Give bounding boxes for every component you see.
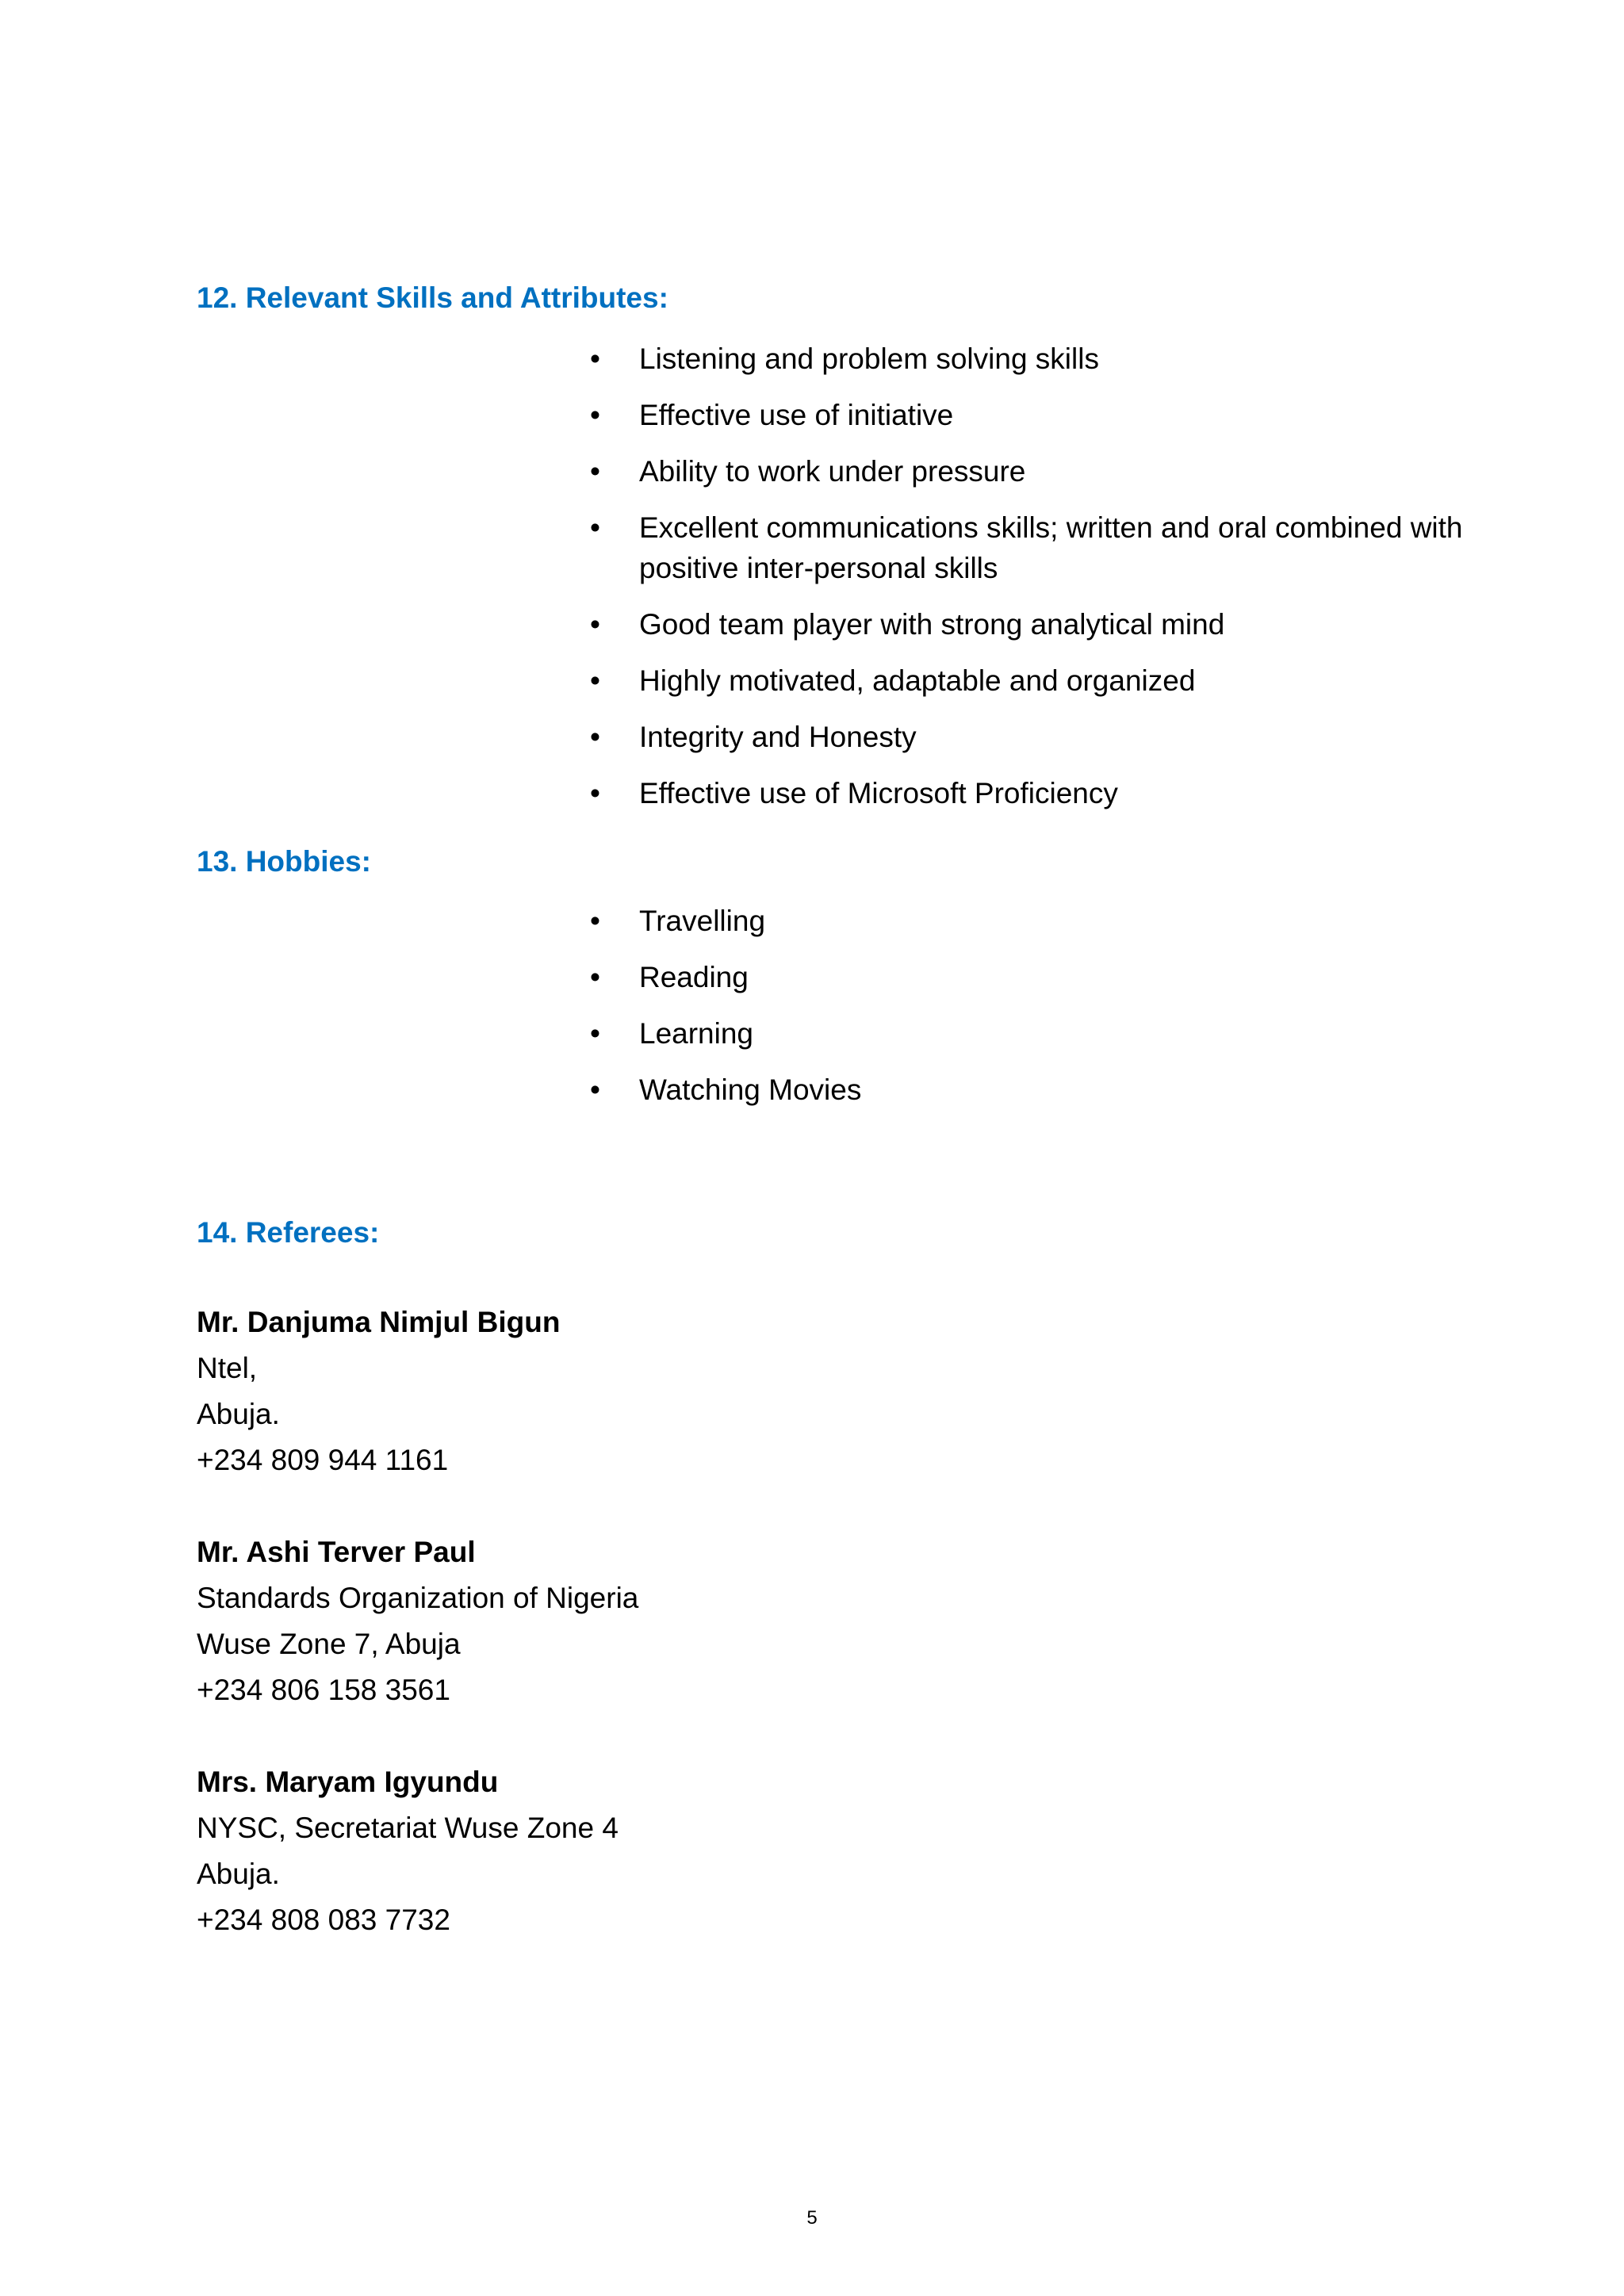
list-item <box>590 901 1502 941</box>
page-number: 5 <box>806 2207 818 2229</box>
list-item <box>590 1013 1502 1054</box>
hobbies-heading: 13. Hobbies: <box>197 845 371 878</box>
bullet-icon: • <box>590 511 600 544</box>
skills-list <box>590 339 1502 829</box>
skills-heading: 12. Relevant Skills and Attributes: <box>197 281 668 314</box>
referee-phone: +234 806 158 3561 <box>197 1674 450 1706</box>
list-item <box>590 660 1502 701</box>
referee-address: Wuse Zone 7, Abuja <box>197 1628 461 1660</box>
list-item <box>590 604 1502 645</box>
referee-address: Abuja. <box>197 1858 280 1890</box>
bullet-icon: • <box>590 664 600 697</box>
referee-name: Mr. Ashi Terver Paul <box>197 1536 476 1568</box>
list-item <box>590 957 1502 997</box>
list-item <box>590 339 1502 379</box>
hobbies-list <box>590 901 1502 1126</box>
bullet-icon: • <box>590 777 600 809</box>
bullet-icon: • <box>590 455 600 488</box>
list-item <box>590 451 1502 492</box>
list-item <box>590 1070 1502 1110</box>
referee-entry <box>197 1759 619 1943</box>
skill-text: Effective use of initiative <box>639 399 954 431</box>
bullet-icon: • <box>590 608 600 641</box>
skill-text: Good team player with strong analytical mind <box>639 608 1225 641</box>
referee-phone: +234 809 944 1161 <box>197 1444 449 1476</box>
referee-name: Mr. Danjuma Nimjul Bigun <box>197 1306 561 1338</box>
referee-organization: Standards Organization of Nigeria <box>197 1582 639 1614</box>
referee-entry <box>197 1299 560 1483</box>
skill-text: Ability to work under pressure <box>639 455 1026 488</box>
referee-entry <box>197 1529 638 1713</box>
bullet-icon: • <box>590 342 600 375</box>
bullet-icon: • <box>590 721 600 753</box>
bullet-icon: • <box>590 1017 600 1050</box>
hobby-text: Reading <box>639 961 749 993</box>
list-item <box>590 507 1502 588</box>
referee-name: Mrs. Maryam Igyundu <box>197 1766 499 1798</box>
referee-address: Abuja. <box>197 1398 280 1430</box>
hobby-text: Learning <box>639 1017 754 1050</box>
skill-text: Integrity and Honesty <box>639 721 917 753</box>
referee-phone: +234 808 083 7732 <box>197 1904 450 1936</box>
skill-text: Excellent communications skills; written and oral combined with positive inter-personal skills <box>639 511 1463 584</box>
referee-organization: NYSC, Secretariat Wuse Zone 4 <box>197 1812 619 1844</box>
skill-text: Effective use of Microsoft Proficiency <box>639 777 1118 809</box>
skill-text: Highly motivated, adaptable and organized <box>639 664 1196 697</box>
bullet-icon: • <box>590 399 600 431</box>
list-item <box>590 717 1502 757</box>
bullet-icon: • <box>590 961 600 993</box>
referees-heading: 14. Referees: <box>197 1216 380 1249</box>
hobby-text: Watching Movies <box>639 1073 862 1106</box>
hobby-text: Travelling <box>639 905 766 937</box>
referee-organization: Ntel, <box>197 1352 258 1384</box>
skill-text: Listening and problem solving skills <box>639 342 1099 375</box>
bullet-icon: • <box>590 1073 600 1106</box>
list-item <box>590 773 1502 813</box>
list-item <box>590 395 1502 435</box>
bullet-icon: • <box>590 905 600 937</box>
